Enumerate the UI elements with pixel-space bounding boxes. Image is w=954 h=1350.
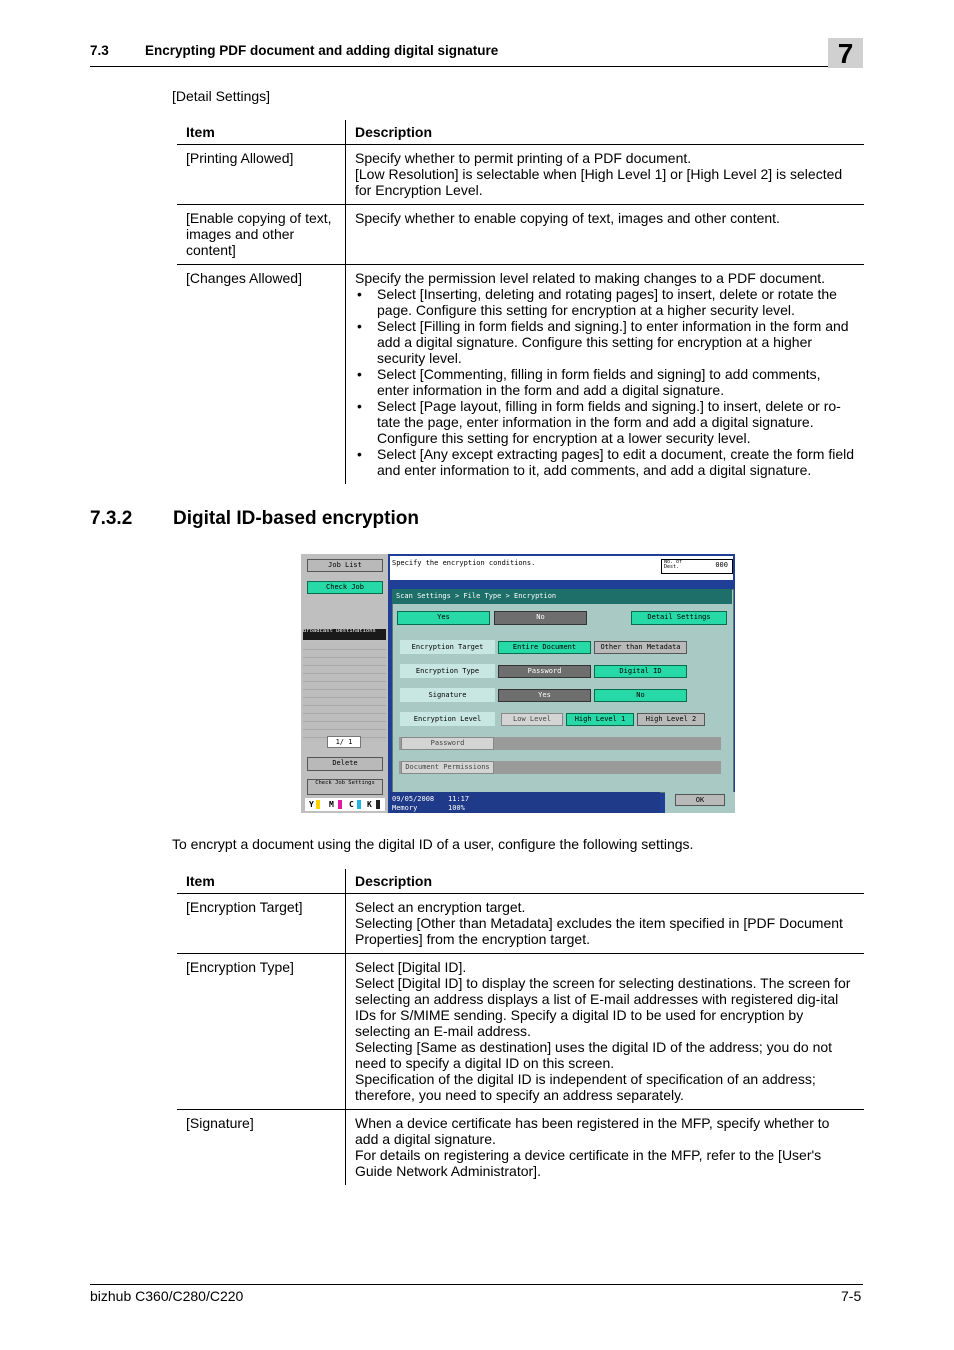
page-counter: 1/ 1 <box>327 736 361 748</box>
encryption-type-label: Encryption Type <box>400 664 495 678</box>
password-button[interactable]: Password <box>401 737 494 750</box>
digital-id-settings-table <box>177 869 864 1185</box>
list-item: • Select [Inserting, deleting and rotating pages] to insert, delete or rotate the page. Configure this setting for encryption at a higher security level. <box>377 286 855 318</box>
other-than-metadata-button[interactable]: Other than Metadata <box>594 641 687 654</box>
detail-settings-caption: [Detail Settings] <box>172 88 271 104</box>
desc-line: For details on registering a device certificate in the MFP, refer to the [User's Guide Network Administrator]. <box>355 1147 822 1179</box>
status-bar <box>390 792 660 813</box>
table-cell-description <box>346 145 865 205</box>
table-row <box>177 205 864 265</box>
desc-line: Specify whether to permit printing of a PDF document. <box>355 150 692 166</box>
signature-label: Signature <box>400 688 495 702</box>
list-item: • Select [Any except extracting pages] to edit a document, create the form field and enter information to it, add comments, and add a digital signature. <box>377 446 855 478</box>
section-title: Digital ID-based encryption <box>173 508 419 529</box>
counter-label: No. of Dest. <box>664 559 683 570</box>
table-header-description: Description <box>346 120 865 145</box>
breadcrumb-text: Scan Settings > File Type > Encryption <box>396 592 557 600</box>
digital-id-button[interactable]: Digital ID <box>594 665 687 678</box>
toner-k: K <box>367 800 372 809</box>
destination-list <box>303 642 386 742</box>
signature-yes-button[interactable]: Yes <box>498 689 591 702</box>
list-item: • Select [Commenting, filling in form fields and signing] to add comments, enter information in the form and add a digital signature. <box>377 366 855 398</box>
table-row <box>177 265 864 485</box>
desc-line: Specify whether to enable copying of text, images and other content. <box>355 210 780 226</box>
destination-counter <box>661 559 733 574</box>
table-cell-item: [Changes Allowed] <box>177 265 346 485</box>
desc-line: Specification of the digital ID is independent of specification of an address; therefore, you need to specify an address separately. <box>355 1071 816 1103</box>
check-job-button[interactable]: Check Job <box>307 581 383 594</box>
desc-line: Select an encryption target. <box>355 899 526 915</box>
table-cell-description <box>346 954 865 1110</box>
header-section-number: 7.3 <box>90 43 109 58</box>
intro-paragraph: To encrypt a document using the digital ID of a user, configure the following settings. <box>172 836 694 852</box>
password-type-button[interactable]: Password <box>498 665 591 678</box>
breadcrumb <box>392 589 732 604</box>
detail-settings-table <box>177 120 864 484</box>
list-item: • Select [Page layout, filling in form fields and signing.] to insert, delete or ro-tate the page, enter information in the form and add a digital signature. Configure this setting for encryption at a lower security level. <box>377 398 855 446</box>
job-list-button[interactable]: Job List <box>307 559 383 572</box>
section-heading <box>90 508 419 530</box>
toner-indicator <box>305 798 385 811</box>
table-cell-description <box>346 265 865 485</box>
footer-page-number: 7-5 <box>841 1288 862 1304</box>
header-section-title: Encrypting PDF document and adding digital signature <box>145 43 499 58</box>
chapter-badge: 7 <box>828 38 863 68</box>
desc-line: Selecting [Same as destination] uses the digital ID of the address; you do not need to specify a digital ID on this screen. <box>355 1039 833 1071</box>
document-permissions-button[interactable]: Document Permissions <box>401 761 494 774</box>
table-cell-description <box>346 1110 865 1186</box>
page-header <box>90 42 863 67</box>
table-row <box>177 145 864 205</box>
table-cell-item: [Signature] <box>177 1110 346 1186</box>
table-cell-item: [Enable copying of text, images and other content] <box>177 205 346 265</box>
section-number: 7.3.2 <box>90 508 133 529</box>
toner-y: Y <box>309 800 314 809</box>
footer-model: bizhub C360/C280/C220 <box>90 1288 244 1304</box>
signature-no-button[interactable]: No <box>594 689 687 702</box>
list-item: • Select [Filling in form fields and signing.] to enter information in the form and add a digital signature. Configure this setting for encryption at a higher security level. <box>377 318 855 366</box>
toner-c: C <box>349 800 354 809</box>
table-header-item: Item <box>177 869 346 894</box>
broadcast-destinations-header: Broadcast Destinations <box>303 629 386 640</box>
desc-line: Select [Digital ID] to display the screen for selecting destinations. The screen for selecting an address displays a list of E-mail addresses with registered dig-ital IDs for S/MIME sending. Specify a digital ID to be used for encryption by selecting an E-mail address. <box>355 975 851 1039</box>
status-time: 11:17 <box>448 795 470 803</box>
check-job-settings-button[interactable]: Check Job Settings <box>307 779 383 795</box>
encryption-target-label: Encryption Target <box>400 640 495 654</box>
table-cell-description <box>346 894 865 954</box>
table-row <box>177 954 864 1110</box>
message-bar <box>390 556 733 580</box>
message-text: Specify the encryption conditions. <box>392 559 536 567</box>
footer-rule <box>90 1284 863 1285</box>
toner-m: M <box>329 800 334 809</box>
status-memory-label: Memory <box>392 804 418 812</box>
table-header-description: Description <box>346 869 865 894</box>
table-header-item: Item <box>177 120 346 145</box>
yes-button[interactable]: Yes <box>397 611 490 625</box>
encryption-level-label: Encryption Level <box>400 712 495 726</box>
table-cell-item: [Printing Allowed] <box>177 145 346 205</box>
desc-line: Specify the permission level related to making changes to a PDF document. <box>355 270 826 286</box>
desc-line: Select [Digital ID]. <box>355 959 467 975</box>
high-level-1-button[interactable]: High Level 1 <box>566 713 634 726</box>
delete-button[interactable]: Delete <box>307 757 383 771</box>
status-date: 09/05/2008 <box>392 795 435 803</box>
desc-line: Selecting [Other than Metadata] excludes the item specified in [PDF Document Properties] from the encryption target. <box>355 915 843 947</box>
desc-line: [Low Resolution] is selectable when [High Level 1] or [High Level 2] is selected for Encryption Level. <box>355 166 843 198</box>
ok-button[interactable]: OK <box>675 794 725 806</box>
desc-line: When a device certificate has been registered in the MFP, specify whether to add a digital signature. <box>355 1115 830 1147</box>
table-cell-description <box>346 205 865 265</box>
low-level-button[interactable]: Low Level <box>501 713 563 726</box>
table-row <box>177 894 864 954</box>
no-button[interactable]: No <box>494 611 587 625</box>
table-cell-item: [Encryption Target] <box>177 894 346 954</box>
mfp-screen <box>301 554 735 813</box>
detail-settings-button[interactable]: Detail Settings <box>631 611 727 625</box>
entire-document-button[interactable]: Entire Document <box>498 641 591 654</box>
status-memory-value: 100% <box>448 804 465 812</box>
bullet-list <box>355 286 855 478</box>
table-cell-item: [Encryption Type] <box>177 954 346 1110</box>
high-level-2-button[interactable]: High Level 2 <box>637 713 705 726</box>
counter-value: 000 <box>715 561 728 569</box>
table-row <box>177 1110 864 1186</box>
